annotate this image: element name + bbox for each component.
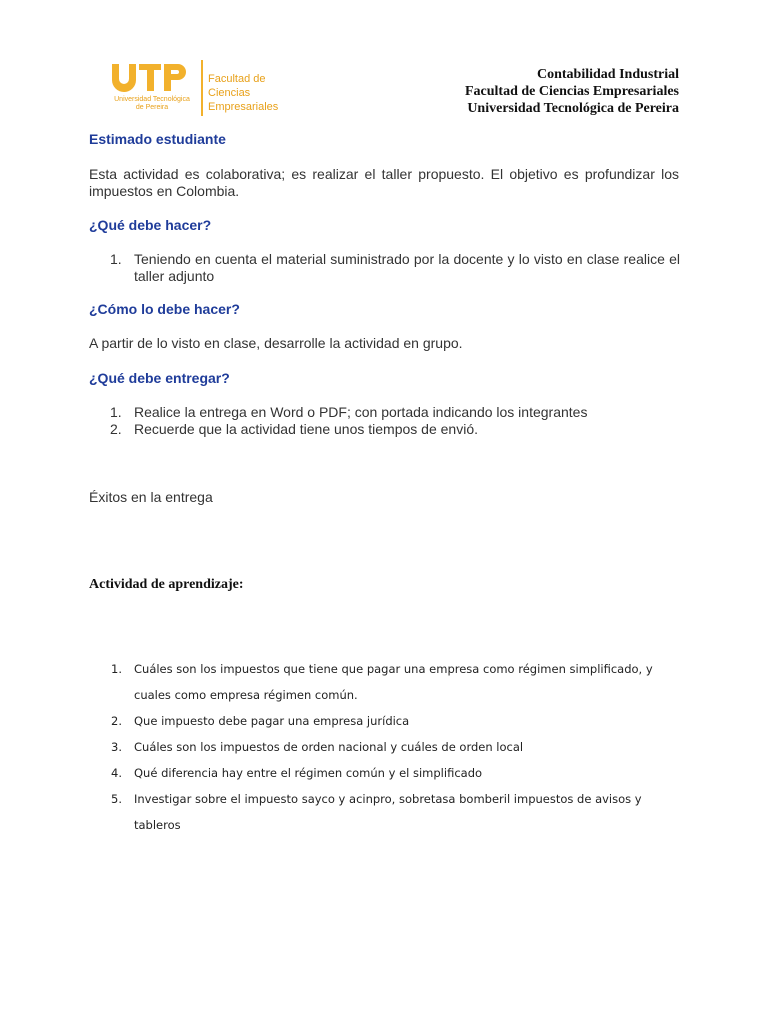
logo-faculty-line1: Facultad de Ciencias — [208, 73, 266, 99]
list-item-text: Qué diferencia hay entre el régimen común y el simplificado — [134, 766, 483, 780]
section1-list — [110, 251, 680, 285]
utp-logo — [110, 58, 310, 122]
list-item-text: Que impuesto debe pagar una empresa jurídica — [134, 714, 410, 728]
utp-logo-mark — [110, 62, 190, 92]
list-item-number: 3. — [111, 740, 122, 754]
list-item-number: 5. — [111, 792, 122, 806]
closing-text: Éxitos en la entrega — [89, 489, 213, 505]
section1-heading: ¿Qué debe hacer? — [89, 217, 212, 233]
list-item-number: 2. — [111, 714, 122, 728]
list-item — [111, 786, 691, 838]
university-name: Universidad Tecnológica de Pereira — [467, 101, 679, 116]
list-item-number: 4. — [111, 766, 122, 780]
list-item — [111, 708, 691, 734]
list-item-text: Cuáles son los impuestos de orden nacional y cuáles de orden local — [134, 740, 524, 754]
section2-heading: ¿Cómo lo debe hacer? — [89, 301, 240, 317]
list-item-text: Cuáles son los impuestos que tiene que pagar una empresa como régimen simplificado, y cuales como empresa régimen común. — [134, 662, 653, 702]
activity-title: Actividad de aprendizaje: — [89, 577, 244, 592]
section2-text: A partir de lo visto en clase, desarrolle la actividad en grupo. — [89, 335, 463, 351]
section3-list — [110, 404, 680, 438]
list-item-number: 1. — [110, 251, 122, 267]
list-item — [111, 760, 691, 786]
activity-list — [111, 656, 691, 838]
list-item-text: Recuerde que la actividad tiene unos tiempos de envió. — [134, 421, 478, 437]
list-item-text: Teniendo en cuenta el material suministrado por la docente y lo visto en clase realice el taller adjunto — [134, 251, 680, 284]
list-item — [111, 656, 691, 708]
header-course-info — [465, 66, 679, 117]
list-item — [111, 734, 691, 760]
list-item-number: 1. — [111, 662, 122, 676]
list-item — [110, 251, 680, 285]
intro-paragraph: Esta actividad es colaborativa; es realizar el taller propuesto. El objetivo es profundizar los impuestos en Colombia. — [89, 166, 679, 199]
logo-separator — [201, 60, 203, 116]
list-item-text: Realice la entrega en Word o PDF; con portada indicando los integrantes — [134, 404, 588, 420]
list-item-number: 1. — [110, 404, 122, 420]
list-item — [110, 404, 680, 421]
logo-faculty-line2: Empresariales — [208, 101, 279, 113]
list-item — [110, 421, 680, 438]
logo-faculty — [208, 72, 310, 114]
course-name: Contabilidad Industrial — [537, 67, 679, 82]
logo-university-name: Universidad Tecnológica de Pereira — [114, 96, 190, 111]
section3-heading: ¿Qué debe entregar? — [89, 370, 230, 386]
greeting-heading: Estimado estudiante — [89, 131, 226, 147]
faculty-name: Facultad de Ciencias Empresariales — [464, 84, 679, 99]
list-item-number: 2. — [110, 421, 122, 437]
list-item-text: Investigar sobre el impuesto sayco y acinpro, sobretasa bomberil impuestos de avisos y tableros — [134, 792, 642, 832]
